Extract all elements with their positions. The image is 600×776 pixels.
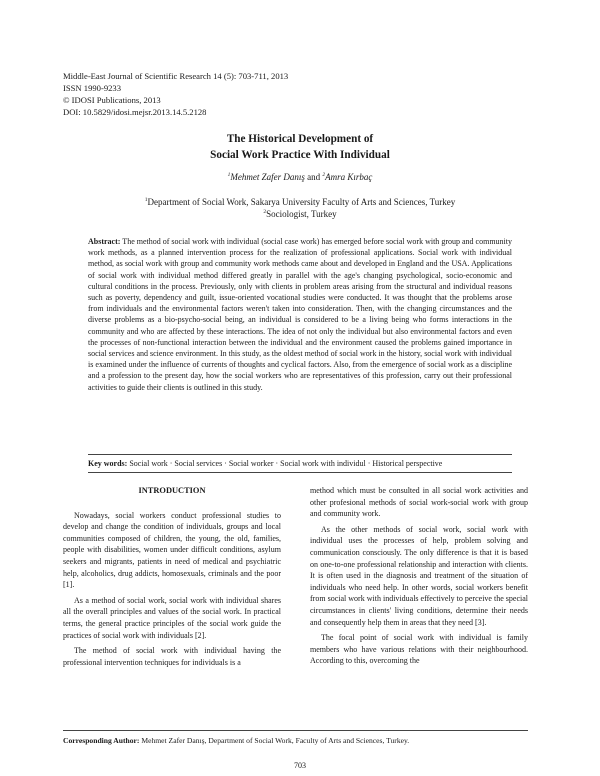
- doi: DOI: 10.5829/idosi.mejsr.2013.14.5.2128: [63, 107, 207, 117]
- copyright: © IDOSI Publications, 2013: [63, 95, 161, 105]
- author2-sup: 2: [322, 172, 326, 178]
- corr-text: Mehmet Zafer Danış, Department of Social Work, Faculty of Arts and Sciences, Turkey.: [139, 736, 410, 745]
- authors: [0, 172, 600, 182]
- intro-paragraph-1: Nowadays, social workers conduct professional studies to develop and change the condition of individuals, groups and local communities composed of children, the young, the old, families, people with disabilities, women under difficult conditions, asylum seekers and migrants, patients in need of medical and psychiatric help, alcoholics, drug addicts, homosexuals, criminals and the poor [1].: [63, 510, 281, 590]
- keywords-label: Key words:: [88, 459, 128, 468]
- page-number: 703: [294, 761, 306, 770]
- affiliation-2: [0, 209, 600, 221]
- corresponding-author: [63, 736, 409, 745]
- intro-paragraph-3: The method of social work with individual having the professional intervention techniques for individuals is a: [63, 646, 281, 667]
- journal-citation: Middle-East Journal of Scientific Research 14 (5): 703-711, 2013: [63, 71, 289, 81]
- affiliation-1-text: Department of Social Work, Sakarya University Faculty of Arts and Sciences, Turkey: [147, 197, 456, 207]
- corr-label: Corresponding Author:: [63, 736, 140, 745]
- paper-title: [0, 132, 600, 163]
- keywords-bottom-rule: [88, 472, 512, 473]
- affiliations: [0, 197, 600, 220]
- left-column: [63, 485, 281, 668]
- section-heading: INTRODUCTION: [138, 486, 206, 495]
- author1-sup: 1: [227, 172, 231, 178]
- intro-paragraph-4: method which must be consulted in all social work activities and other profesional methods of social work-social work with group and community work.: [310, 486, 528, 519]
- title-line-2: Social Work Practice With Individual: [210, 148, 390, 161]
- abstract: [88, 236, 512, 393]
- abstract-label: Abstract:: [88, 237, 121, 246]
- title-line-1: The Historical Development of: [226, 133, 374, 145]
- author-2: Amra Kırbaç: [325, 172, 373, 182]
- affiliation-2-text: Sociologist, Turkey: [266, 208, 337, 219]
- intro-paragraph-6: The focal point of social work with individual is family members who have various relations with their neighbourhood. According to this, overcoming the: [310, 633, 528, 666]
- aff1-sup: 1: [144, 197, 148, 203]
- author-and: and: [304, 172, 323, 182]
- issn: ISSN 1990-9233: [63, 83, 122, 93]
- keywords: [88, 459, 512, 468]
- affiliation-1: [0, 197, 600, 209]
- aff2-sup: 2: [263, 208, 267, 215]
- intro-paragraph-5: As the other methods of social work, social work with individual uses the processes of help, problem solving and communication consciously. The only difference is that it is based on one-to-one professional relationship and interaction with clients. It is often used in the diagnosis and treatment of the situation of individuals who need help. In other words, social workers benefit from social work with individuals effectively to perceive the special circumstances in clients' living conditions, determine their needs and consequently help them in areas that they need [3].: [310, 524, 528, 627]
- abstract-text: The method of social work with individual (social case work) has emerged before social work with group and community work methods, as a planned intervention process for the realization of professional applications. Social work with individual method, as social work with group and community work methods came about and developed in England and the USA. Applications of social work with individual method differed greatly in parallel with the age's changing psychological, socio-economic and cultural conditions in the process. Previously, only with clients in problem areas arising from the structural and individual reasons such as poverty, dependency and guilt, issue-oriented vocational studies were conducted. It was thought that the problems arose from individuals and the environmental factors weren't taken into consideration. Then, with the changing circumstances and the diverse problems as a bio-psycho-social being, an individual is considered to be a living being who forms interactions in the community and who are affected by these interactions. The idea of not only the individual but also environmental factors and even the processes of non-functional interaction between the individual and the environment caused the problems gained importance in social services and science environment. In this study, as the oldest method of social work in the history, social work with individual is examined under the influence of currents of thoughts and cyclical factors. Also, from the emergence of social work as a discipline and a profession to the present day, how the social workers who are representatives of this profession, carry out their professional activities to guide their clients is outlined in this study.: [88, 237, 512, 392]
- intro-paragraph-2: As a method of social work, social work with individual shares all the overall principles and values of the social work. In practical terms, the general practice principles of the social work guide the practices of social work with individuals [2].: [63, 595, 281, 640]
- footer-rule: [63, 730, 528, 731]
- author-1: Mehmet Zafer Danış: [230, 172, 305, 182]
- journal-header: [63, 70, 288, 118]
- keywords-top-rule: [88, 454, 512, 455]
- keywords-text: Social work · Social services · Social worker · Social work with individul · Historical perspective: [127, 459, 443, 468]
- right-column: [310, 485, 528, 667]
